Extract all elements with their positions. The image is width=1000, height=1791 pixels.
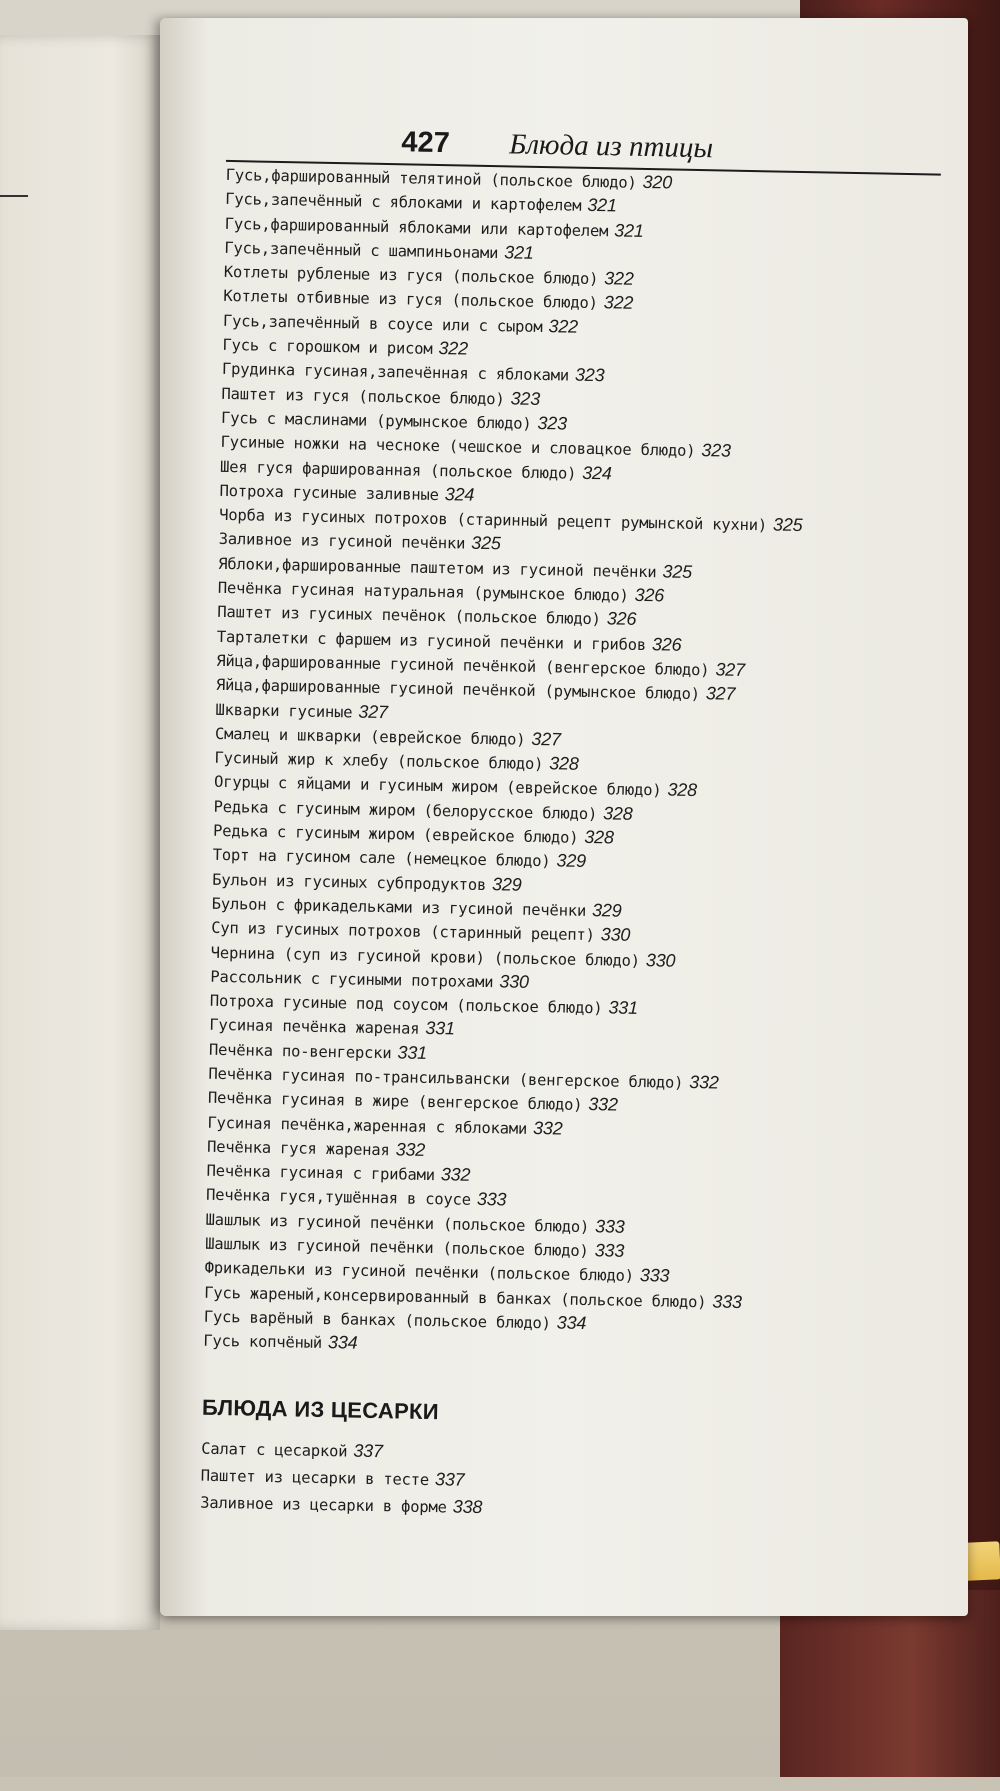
entry-page-number: 337: [434, 1469, 465, 1490]
entry-title: Гусь варёный в банках (польское блюдо): [203, 1307, 551, 1333]
entry-page-number: 333: [639, 1265, 670, 1286]
entry-title: Паштет из гусиных печёнок (польское блюдо): [217, 603, 601, 629]
page-number: 427: [401, 126, 451, 160]
entry-title: Печёнка гусиная в жире (венгерское блюдо): [207, 1089, 583, 1115]
entry-title: Потроха гусиные заливные: [219, 481, 439, 504]
entry-title: Гусь,запечённый в соусе или с сыром: [222, 311, 543, 336]
entry-title: Заливное из гусиной печёнки: [218, 530, 466, 554]
entry-page-number: 325: [662, 561, 693, 582]
entry-title: Котлеты отбивные из гуся (польское блюдо): [223, 287, 598, 313]
entry-page-number: 322: [548, 315, 579, 337]
entry-page-number: 326: [651, 633, 682, 655]
entry-title: Печёнка гусиная натуральная (румынское блюдо): [217, 578, 629, 605]
entry-page-number: 325: [772, 514, 803, 536]
entry-title: Шашлык из гусиной печёнки (польское блюдо): [205, 1210, 590, 1236]
entry-page-number: 321: [614, 219, 644, 241]
entry-title: Печёнка по-венгерски: [208, 1040, 392, 1062]
entry-page-number: 320: [642, 171, 673, 193]
entry-page-number: 321: [504, 242, 534, 263]
entry-page-number: 324: [444, 484, 475, 505]
entry-page-number: 327: [715, 659, 746, 680]
entry-page-number: 329: [556, 850, 587, 872]
entry-page-number: 331: [425, 1018, 456, 1039]
entry-title: Гусь с маслинами (румынское блюдо): [220, 408, 532, 433]
entry-title: Бульон из гусиных субпродуктов: [212, 870, 487, 894]
entry-page-number: 327: [358, 701, 389, 722]
entry-page-number: 329: [591, 899, 622, 921]
entry-title: Гусь,запечённый с шампиньонами: [224, 238, 499, 263]
entry-page-number: 330: [600, 924, 631, 946]
entry-title: Гусь жареный,консервированный в банках (польское блюдо): [204, 1283, 707, 1312]
entry-title: Тарталетки с фаршем из гусиной печёнки и грибов: [216, 627, 647, 654]
entry-page-number: 328: [667, 779, 698, 801]
entry-page-number: 328: [584, 826, 614, 848]
entry-title: Редька с гусиным жиром (еврейское блюдо): [212, 821, 579, 847]
entry-page-number: 332: [440, 1164, 471, 1185]
entry-title: Гусиная печёнка,жаренная с яблоками: [207, 1113, 528, 1138]
entry-page-number: 326: [606, 608, 637, 630]
entry-title: Гусиный жир к хлебу (польское блюдо): [214, 748, 544, 774]
entry-title: Печёнка гусиная по-трансильвански (венгерское блюдо): [208, 1064, 684, 1092]
entry-page-number: 328: [602, 803, 633, 824]
entry-title: Редька с гусиным жиром (белорусское блюдо): [213, 797, 598, 823]
entry-page-number: 327: [531, 728, 562, 750]
entry-title: Чернина (суп из гусиной крови) (польское блюдо): [210, 943, 641, 970]
subsection-index-list: [200, 1435, 921, 1530]
entry-title: Огурцы с яйцами и гусиным жиром (еврейское блюдо): [213, 773, 662, 800]
entry-page-number: 333: [476, 1189, 507, 1210]
subsection-heading: БЛЮДА ИЗ ЦЕСАРКИ: [201, 1394, 440, 1425]
entry-page-number: 325: [471, 533, 501, 554]
entry-title: Заливное из цесарки в форме: [200, 1493, 447, 1517]
entry-page-number: 333: [594, 1240, 625, 1261]
entry-title: Суп из гусиных потрохов (старинный рецепт): [211, 918, 595, 945]
entry-title: Яйца,фаршированные гусиной печёнкой (венгерское блюдо): [216, 651, 710, 680]
entry-page-number: 332: [588, 1094, 618, 1115]
entry-title: Гусиные ножки на чесноке (чешское и словацкое блюдо): [220, 433, 696, 461]
section-title: Блюда из птицы: [509, 128, 714, 165]
entry-page-number: 333: [594, 1215, 625, 1237]
entry-title: Чорба из гусиных потрохов (старинный рецепт румынской кухни): [219, 506, 768, 535]
entry-title: Шея гуся фаршированная (польское блюдо): [219, 457, 577, 483]
entry-title: Печёнка гуся,тушённая в соусе: [205, 1186, 472, 1210]
entry-page-number: 332: [395, 1139, 426, 1160]
entry-page-number: 321: [587, 195, 617, 216]
entry-title: Печёнка гусиная с грибами: [206, 1161, 436, 1185]
entry-page-number: 334: [556, 1312, 587, 1334]
entry-title: Торт на гусином сале (немецкое блюдо): [212, 846, 551, 871]
entry-page-number: 338: [452, 1496, 483, 1518]
entry-title: Гусь,фаршированный телятиной (польское блюдо): [225, 165, 637, 192]
entry-page-number: 322: [604, 268, 634, 289]
entry-page-number: 323: [574, 365, 605, 386]
entry-page-number: 323: [701, 440, 731, 461]
entry-page-number: 333: [712, 1291, 743, 1312]
entry-title: Яйца,фаршированные гусиной печёнкой (румынское блюдо): [215, 676, 701, 704]
entry-title: Котлеты рубленые из гуся (польское блюдо): [223, 263, 599, 289]
entry-title: Смалец и шкварки (еврейское блюдо): [214, 724, 526, 749]
entry-page-number: 329: [491, 873, 522, 895]
entry-title: Печёнка гуся жареная: [206, 1137, 390, 1160]
entry-title: Паштет из гуся (польское блюдо): [221, 384, 505, 408]
entry-title: Гусь копчёный: [203, 1331, 323, 1353]
entry-title: Рассольник с гусиными потрохами: [210, 967, 494, 992]
entry-page-number: 334: [327, 1332, 358, 1353]
entry-title: Гусь с горошком и рисом: [222, 335, 433, 358]
entry-page-number: 331: [608, 997, 639, 1019]
entry-page-number: 328: [549, 753, 579, 774]
entry-title: Гусь,запечённый с яблоками и картофелем: [225, 190, 582, 216]
entry-title: Бульон с фрикадельками из гусиной печёнки: [211, 894, 587, 920]
entry-title: Гусиная печёнка жареная: [209, 1016, 420, 1039]
entry-title: Шашлык из гусиной печёнки (польское блюдо): [205, 1234, 589, 1261]
entry-page-number: 324: [582, 462, 612, 483]
entry-page-number: 331: [397, 1042, 428, 1063]
entry-page-number: 322: [603, 292, 634, 314]
entry-page-number: 337: [353, 1440, 383, 1462]
entry-page-number: 326: [634, 584, 665, 606]
entry-page-number: 322: [438, 338, 469, 359]
entry-title: Потроха гусиные под соусом (польское блюдо): [209, 991, 603, 1018]
entry-title: Шкварки гусиные: [215, 700, 353, 721]
entry-title: Яблоки,фаршированные паштетом из гусиной печёнки: [218, 554, 657, 582]
entry-page-number: 332: [532, 1117, 563, 1139]
entry-page-number: 327: [705, 683, 736, 705]
entry-page-number: 323: [510, 388, 541, 409]
entry-page-number: 332: [689, 1071, 719, 1093]
entry-title: Паштет из цесарки в тесте: [200, 1466, 430, 1490]
entry-title: Салат с цесаркой: [201, 1439, 348, 1461]
entry-title: Грудинка гусиная,запечённая с яблоками: [221, 360, 570, 385]
entry-page-number: 323: [537, 412, 568, 434]
recipe-index-list: [203, 162, 946, 1366]
entry-title: Гусь,фаршированный яблоками или картофелем: [224, 214, 609, 240]
entry-page-number: 330: [645, 949, 676, 971]
entry-title: Фрикадельки из гусиной печёнки (польское блюдо): [204, 1259, 635, 1286]
entry-page-number: 330: [499, 971, 530, 992]
